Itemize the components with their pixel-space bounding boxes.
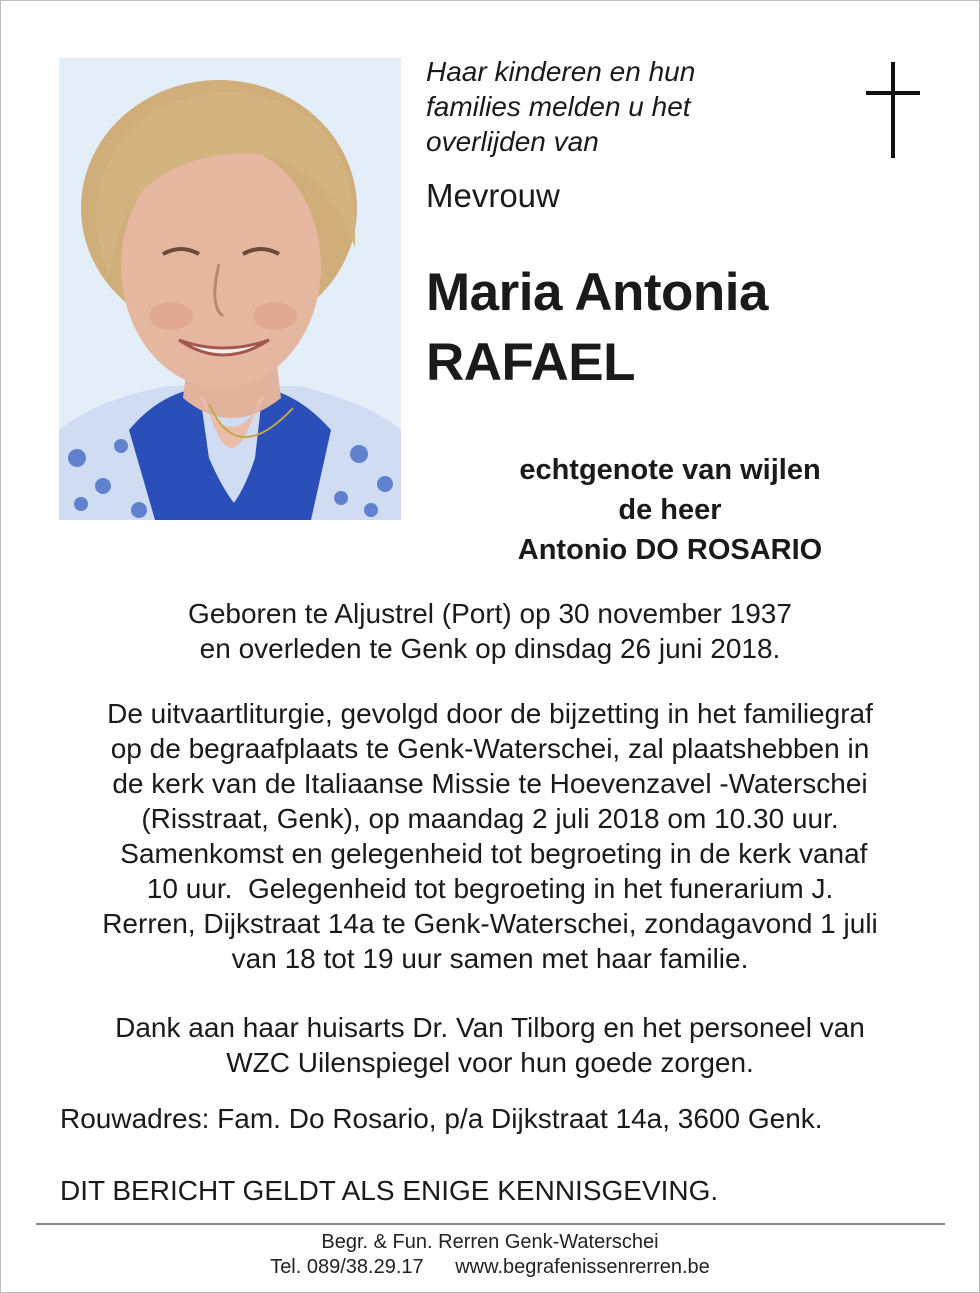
funeral-home-name: Begr. & Fun. Rerren Genk-Waterschei: [321, 1231, 659, 1253]
ceremony-line: Rerren, Dijkstraat 14a te Genk-Waterschei, zondagavond 1 juli: [102, 908, 878, 939]
ceremony-line: (Risstraat, Genk), op maandag 2 juli 2018 om 10.30 uur.: [141, 803, 839, 834]
cross-icon: [862, 62, 924, 158]
spouse-line: Antonio DO ROSARIO: [517, 534, 823, 566]
intro-line: families melden u het: [426, 91, 691, 122]
salutation: Mevrouw: [426, 177, 560, 214]
life-dates: [40, 596, 940, 666]
thanks-message: [40, 1010, 940, 1080]
ceremony-line: de kerk van de Italiaanse Missie te Hoevenzavel -Waterschei: [112, 768, 868, 799]
footer-divider: [36, 1223, 945, 1225]
thanks-line: Dank aan haar huisarts Dr. Van Tilborg en het personeel van: [115, 1012, 865, 1043]
deceased-first-names: Maria Antonia: [426, 263, 768, 322]
funeral-home-footer: [200, 1230, 780, 1280]
announcement-intro: [426, 54, 786, 159]
funeral-home-phone: Tel. 089/38.29.17: [270, 1256, 424, 1278]
ceremony-line: op de begraafplaats te Genk-Waterschei, zal plaatshebben in: [110, 733, 870, 764]
ceremony-line: van 18 tot 19 uur samen met haar familie.: [231, 943, 749, 974]
intro-line: Haar kinderen en hun: [426, 56, 696, 87]
ceremony-line: 10 uur. Gelegenheid tot begroeting in het funerarium J.: [146, 873, 834, 904]
ceremony-line: De uitvaartliturgie, gevolgd door de bijzetting in het familiegraf: [107, 698, 873, 729]
funeral-home-website[interactable]: www.begrafenissenrerren.be: [455, 1256, 710, 1278]
intro-line: overlijden van: [426, 126, 599, 157]
mourning-address: Rouwadres: Fam. Do Rosario, p/a Dijkstraat 14a, 3600 Genk.: [60, 1103, 823, 1134]
spouse-line: echtgenote van wijlen: [519, 454, 821, 486]
life-dates-line: en overleden te Genk op dinsdag 26 juni 2018.: [199, 633, 781, 664]
deceased-name: [426, 258, 946, 398]
deceased-surname: RAFAEL: [426, 333, 635, 392]
spouse-line: de heer: [618, 494, 722, 526]
spouse-info: [430, 450, 910, 570]
funeral-home-contact: [200, 1255, 780, 1280]
ceremony-line: Samenkomst en gelegenheid tot begroeting in de kerk vanaf: [112, 838, 868, 869]
thanks-line: WZC Uilenspiegel voor hun goede zorgen.: [226, 1047, 754, 1078]
sole-notice: DIT BERICHT GELDT ALS ENIGE KENNISGEVING.: [60, 1175, 719, 1206]
ceremony-details: [40, 696, 940, 976]
portrait-photo: [59, 58, 401, 520]
life-dates-line: Geboren te Aljustrel (Port) op 30 november 1937: [188, 598, 792, 629]
